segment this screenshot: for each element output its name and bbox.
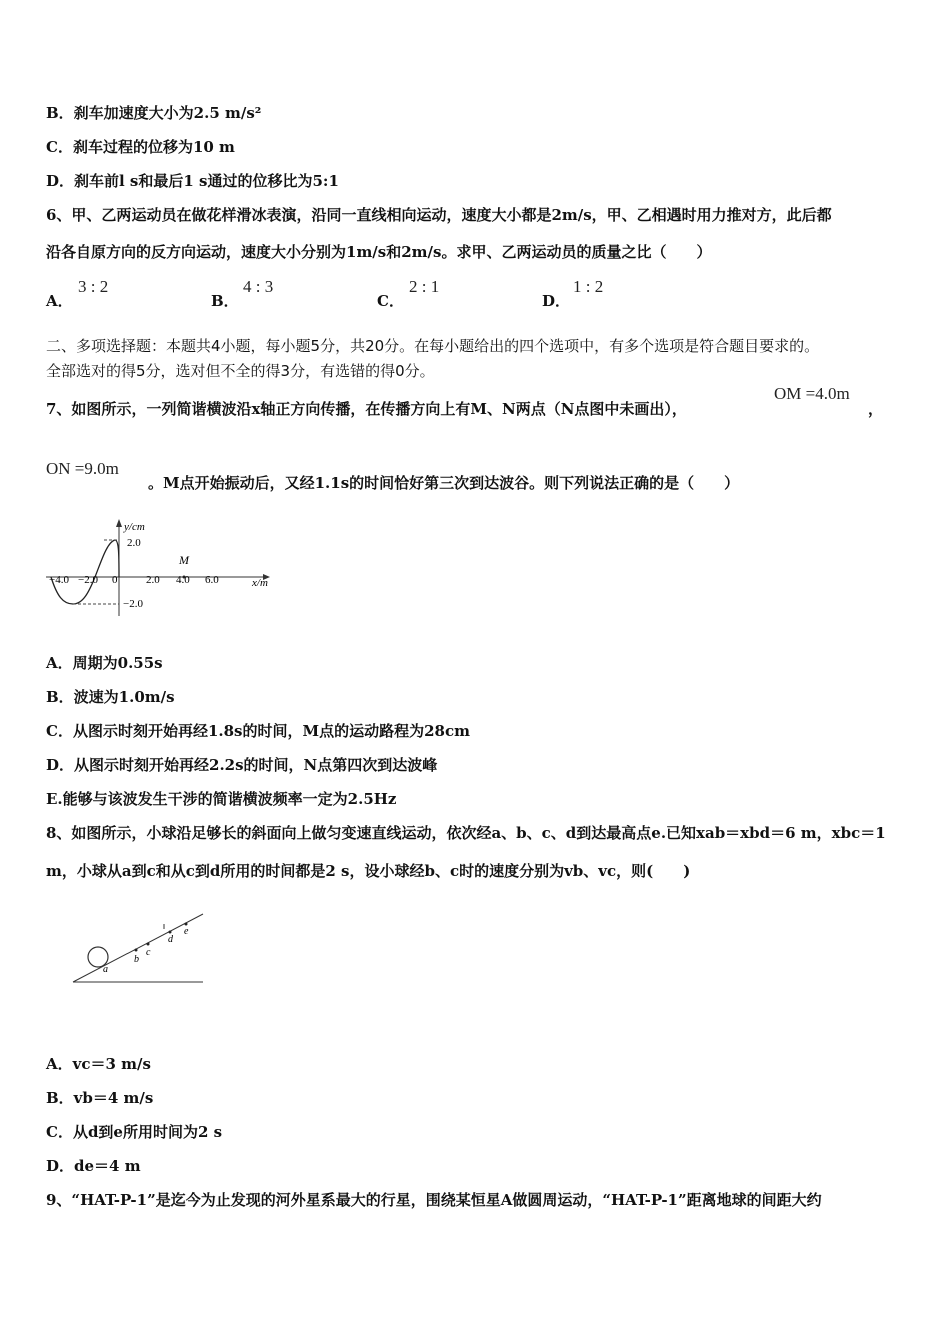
label-b: b	[134, 954, 139, 965]
wave-curve	[51, 540, 119, 604]
q6-stem-line2: 沿各自原方向的反方向运动，速度大小分别为1m/s和2m/s。求甲、乙两运动员的质量之比（ ）	[46, 243, 712, 261]
q9-stem-line1: 9、“HAT-P-1”是迄今为止发现的河外星系最大的行星，围绕某恒星A做圆周运动，“HAT-P-1”距离地球的间距大约	[46, 1191, 822, 1209]
q8-stem-line1: 8、如图所示，小球沿足够长的斜面向上做匀变速直线运动，依次经a、b、c、d到达最高点e.已知xab＝xbd＝6 m，xbc＝1	[46, 824, 886, 842]
point-m-label: M	[179, 553, 189, 567]
q8-option-c: C．从d到e所用时间为2 s	[46, 1123, 223, 1141]
q6-option-b-letter: B．	[211, 292, 239, 310]
x-axis-label: x/m	[252, 577, 268, 589]
q7-comma: ，	[868, 400, 884, 418]
label-d: d	[168, 934, 173, 945]
q6-option-c-letter: C．	[377, 292, 404, 310]
q6-option-a-letter: A．	[46, 292, 73, 310]
q8-option-b: B．vb＝4 m/s	[46, 1089, 154, 1107]
tick-label-4: 4.0	[176, 574, 190, 586]
q7-on-formula: ON =9.0m	[46, 459, 119, 478]
q5-option-d: D．刹车前l s和最后1 s通过的位移比为5:1	[46, 172, 339, 190]
label-a: a	[103, 964, 108, 975]
q7-wave-graph	[44, 516, 279, 618]
point-b	[135, 949, 138, 952]
q7-stem-line1: 7、如图所示，一列简谐横波沿x轴正方向传播，在传播方向上有M、N两点（N点图中未画出），	[46, 400, 687, 418]
q5-option-c: C．刹车过程的位移为10 m	[46, 138, 235, 156]
q7-option-d: D．从图示时刻开始再经2.2s的时间，N点第四次到达波峰	[46, 756, 438, 774]
q7-option-b: B．波速为1.0m/s	[46, 688, 175, 706]
label-c: c	[146, 947, 151, 958]
point-c	[147, 943, 150, 946]
y-min-label: −2.0	[123, 598, 143, 610]
q7-option-c: C．从图示时刻开始再经1.8s的时间，M点的运动路程为28cm	[46, 722, 470, 740]
q8-incline-figure	[70, 910, 210, 988]
q7-option-a: A．周期为0.55s	[46, 654, 163, 672]
tick-label-6: 6.0	[205, 574, 219, 586]
q5-option-b: B．刹车加速度大小为2.5 m/s²	[46, 104, 262, 122]
y-max-label: 2.0	[127, 537, 141, 549]
origin-label: 0	[112, 574, 118, 586]
q6-option-a-value: 3 : 2	[78, 277, 109, 296]
q6-option-d-letter: D．	[542, 292, 571, 310]
tick-label-2: 2.0	[146, 574, 160, 586]
section2-heading-line2: 全部选对的得5分，选对但不全的得3分，有选错的得0分。	[46, 362, 435, 380]
q7-stem-line2: 。M点开始振动后，又经1.1s的时间恰好第三次到达波谷。则下列说法正确的是（ ）	[148, 474, 740, 492]
q7-om-formula: OM =4.0m	[774, 384, 850, 403]
q6-option-b-value: 4 : 3	[243, 277, 274, 296]
q6-option-c-value: 2 : 1	[409, 277, 440, 296]
section2-heading-line1: 二、多项选择题：本题共4小题，每小题5分，共20分。在每小题给出的四个选项中，有多个选项是符合题目要求的。	[46, 337, 820, 355]
tick-label-neg2: −2.0	[78, 574, 98, 586]
q8-option-a: A．vc＝3 m/s	[46, 1055, 151, 1073]
y-axis-label: y/cm	[124, 521, 145, 533]
tick-label-neg4: −4.0	[49, 574, 69, 586]
label-e: e	[184, 926, 189, 937]
q7-option-e: E.能够与该波发生干涉的简谐横波频率一定为2.5Hz	[46, 790, 397, 808]
q8-option-d: D．de＝4 m	[46, 1157, 141, 1175]
q6-option-d-value: 1 : 2	[573, 277, 604, 296]
q6-stem-line1: 6、甲、乙两运动员在做花样滑冰表演，沿同一直线相向运动，速度大小都是2m/s，甲、乙相遇时用力推对方，此后都	[46, 206, 832, 224]
y-axis-arrow	[116, 519, 122, 527]
q8-stem-line2: m，小球从a到c和从c到d所用的时间都是2 s，设小球经b、c时的速度分别为vb、vc，则( )	[46, 862, 691, 880]
